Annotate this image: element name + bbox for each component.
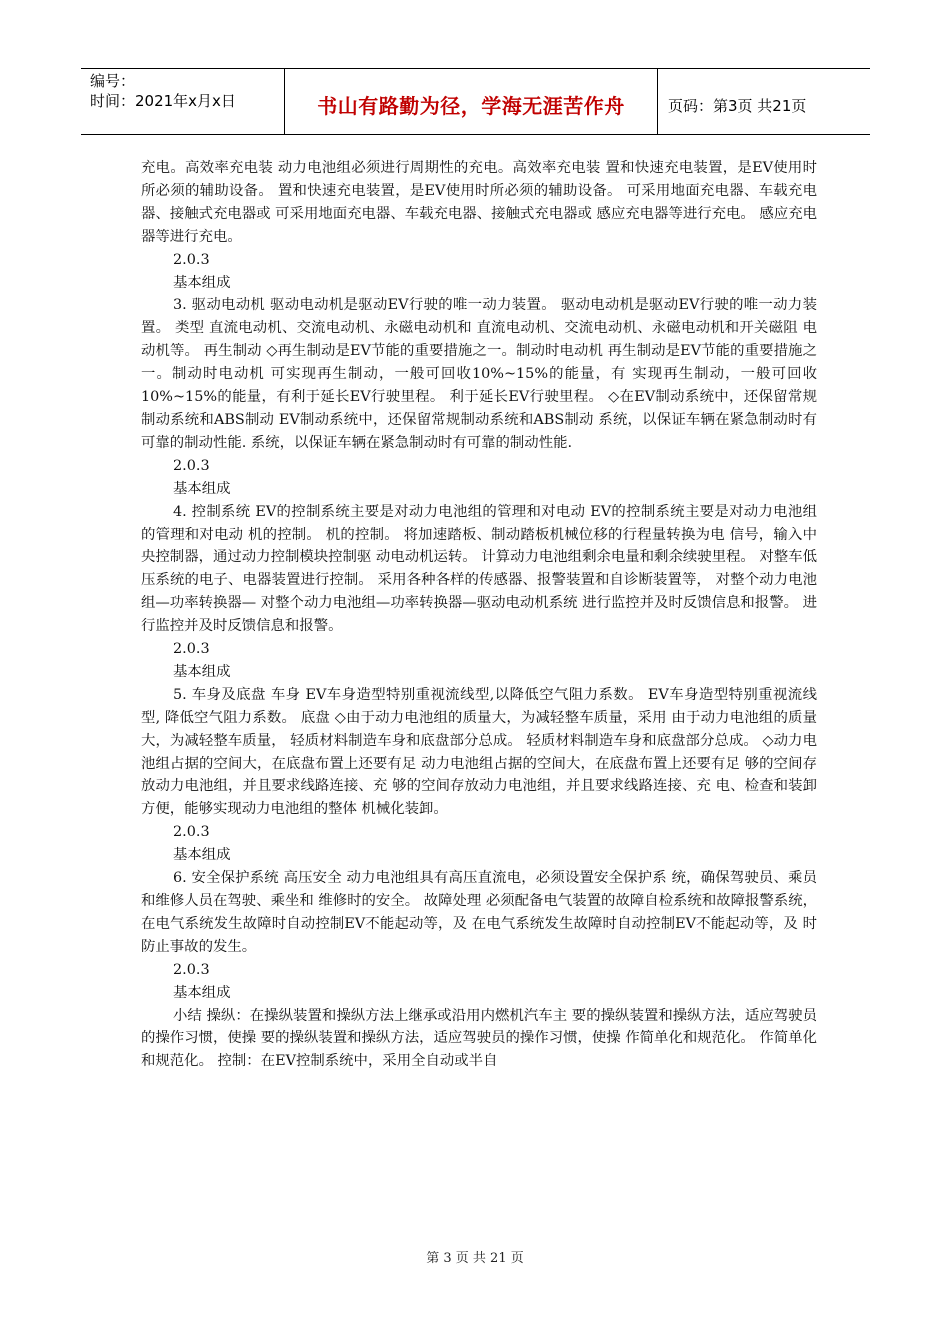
paragraph: 基本组成	[173, 274, 231, 291]
paragraph: 2.0.3	[173, 251, 210, 268]
paragraph: 6. 安全保护系统 高压安全 动力电池组具有高压直流电，必须设置安全保护系 统，确保驾驶员、乘员和维修人员在驾驶、乘坐和 维修时的安全。 故障处理 必须配备电气装置的故障自检系统和故障报警系统， 在电气系统发生故障时自动控制EV不能起动等，及 在电气系统发生故障时自动控制EV不能起动等，及 时防止事故的发生。	[141, 870, 817, 955]
paragraph: 5. 车身及底盘 车身 EV车身造型特别重视流线型,以降低空气阻力系数。 EV车身造型特别重视流线型, 降低空气阻力系数。 底盘 ◇由于动力电池组的质量大，为减轻整车质量，采用 由于动力电池组的质量大，为减轻整车质量， 轻质材料制造车身和底盘部分总成。 轻质材料制造车身和底盘部分总成。 ◇动力电池组占据的空间大，在底盘布置上还要有足 动力电池组占据的空间大，在底盘布置上还要有足 够的空间存放动力电池组，并且要求线路连接、充 够的空间存放动力电池组，并且要求线路连接、充 电、检查和装卸方便，能够实现动力电池组的整体 机械化装卸。	[141, 686, 817, 818]
document-number-label: 编号：	[90, 72, 136, 90]
paragraph: 3. 驱动电动机 驱动电动机是驱动EV行驶的唯一动力装置。 驱动电动机是驱动EV行驶的唯一动力装置。 类型 直流电动机、交流电动机、永磁电动机和 直流电动机、交流电动机、永磁电动机和开关磁阻 电动机等。 再生制动 ◇再生制动是EV节能的重要措施之一。制动时电动机 再生制动是EV节能的重要措施之一。制动时电动机 可实现再生制动，一般可回收10%~15%的能量，有 实现再生制动，一般可回收10%~15%的能量，有利于延长EV行驶里程。 利于延长EV行驶里程。 ◇在EV制动系统中，还保留常规制动系统和ABS制动 EV制动系统中，还保留常规制动系统和ABS制动 系统，以保证车辆在紧急制动时有可靠的制动性能. 系统，以保证车辆在紧急制动时有可靠的制动性能.	[141, 297, 817, 451]
header-divider-right	[657, 68, 658, 135]
paragraph: 基本组成	[173, 480, 231, 497]
paragraph: 2.0.3	[173, 824, 210, 841]
paragraph: 小结 操纵：在操纵装置和操纵方法上继承或沿用内燃机汽车主 要的操纵装置和操纵方法，适应驾驶员的操作习惯，使操 要的操纵装置和操纵方法，适应驾驶员的操作习惯，使操 作简单化和规范化。 作简单化和规范化。 控制：在EV控制系统中，采用全自动或半自	[141, 1007, 817, 1070]
paragraph: 2.0.3	[173, 641, 210, 658]
document-date-label: 时间：2021年x月x日	[90, 92, 236, 110]
header-bottom-rule	[81, 134, 870, 135]
header-top-rule	[81, 68, 870, 69]
document-body	[141, 157, 817, 1073]
paragraph: 2.0.3	[173, 457, 210, 474]
header-motto: 书山有路勤为径，学海无涯苦作舟	[317, 94, 625, 118]
page-footer: 第 3 页 共 21 页	[426, 1251, 524, 1266]
header-divider-left	[284, 68, 285, 135]
paragraph: 基本组成	[173, 663, 231, 680]
header-page-info: 页码：第3页 共21页	[668, 97, 807, 115]
paragraph: 2.0.3	[173, 961, 210, 978]
paragraph: 4. 控制系统 EV的控制系统主要是对动力电池组的管理和对电动 EV的控制系统主要是对动力电池组的管理和对电动 机的控制。 机的控制。 将加速踏板、制动踏板机械位移的行程量转换为电 信号，输入中央控制器，通过动力控制模块控制驱 动电动机运转。 计算动力电池组剩余电量和剩余续驶里程。 对整车低压系统的电子、电器装置进行控制。 采用各种各样的传感器、报警装置和自诊断装置等， 对整个动力电池组—功率转换器— 对整个动力电池组—功率转换器—驱动电动机系统 进行监控并及时反馈信息和报警。 进行监控并及时反馈信息和报警。	[141, 503, 817, 635]
paragraph: 基本组成	[173, 847, 231, 864]
paragraph: 基本组成	[173, 984, 231, 1001]
paragraph: 充电。高效率充电装 动力电池组必须进行周期性的充电。高效率充电装 置和快速充电装置，是EV使用时所必须的辅助设备。 置和快速充电装置，是EV使用时所必须的辅助设备。 可采用地面充电器、车载充电器、接触式充电器或 可采用地面充电器、车载充电器、接触式充电器或 感应充电器等进行充电。 感应充电器等进行充电。	[141, 160, 817, 245]
